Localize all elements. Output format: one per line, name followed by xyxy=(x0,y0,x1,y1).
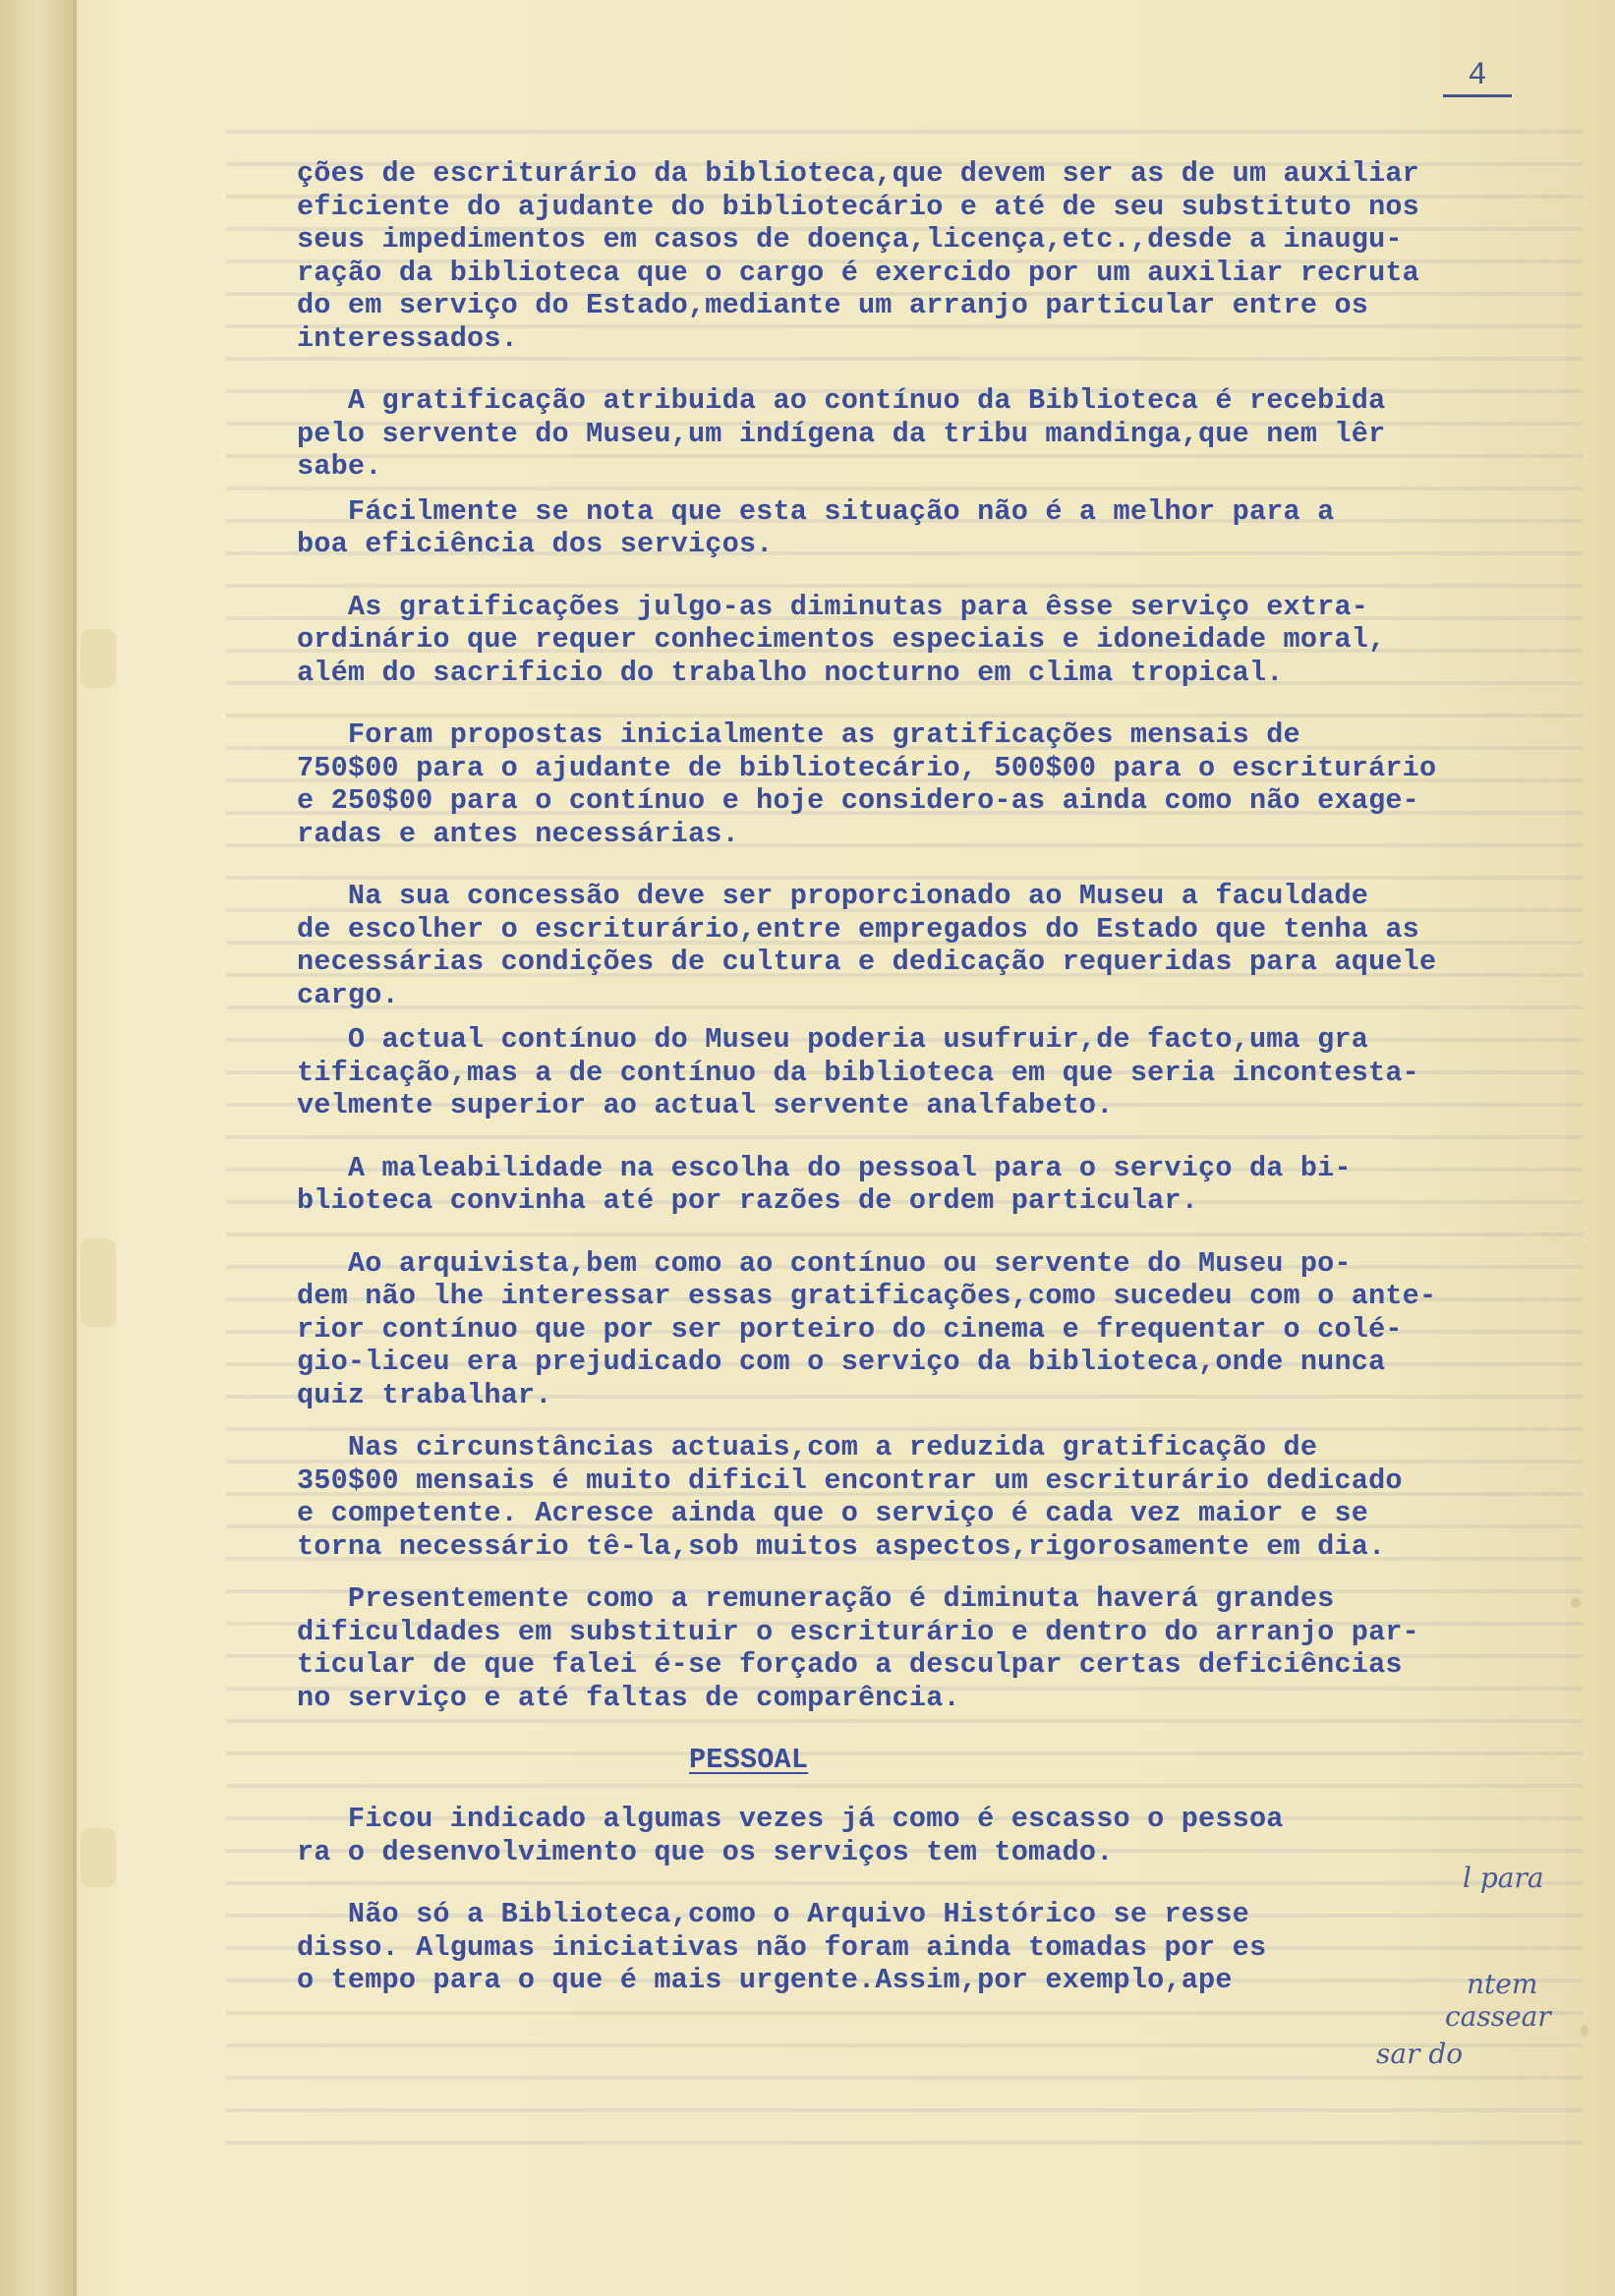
text-line: O actual contínuo do Museu poderia usufruir,de facto,uma gra xyxy=(297,1023,1369,1056)
handwritten-note: l para xyxy=(1463,1862,1544,1894)
text-line: A gratificação atribuida ao contínuo da Biblioteca é recebida xyxy=(297,384,1386,417)
text-line: Não só a Biblioteca,como o Arquivo Histórico se resse xyxy=(297,1898,1249,1930)
text-line: Foram propostas inicialmente as gratificações mensais de xyxy=(297,718,1300,751)
paper-tear xyxy=(81,1828,116,1887)
text-line: dem não lhe interessar essas gratificações,como sucedeu com o ante- xyxy=(297,1280,1437,1312)
text-line: Presentemente como a remuneração é diminuta haverá grandes xyxy=(297,1582,1335,1615)
handwritten-note: ntem xyxy=(1467,1968,1538,2000)
text-line: gio-liceu era prejudicado com o serviço da biblioteca,onde nunca xyxy=(297,1346,1386,1378)
text-line: o tempo para o que é mais urgente.Assim,por exemplo,ape xyxy=(297,1964,1233,1996)
text-line: seus impedimentos em casos de doença,licença,etc.,desde a inaugu- xyxy=(297,223,1403,256)
handwritten-note: sar do xyxy=(1376,2038,1464,2070)
text-line: quiz trabalhar. xyxy=(297,1378,552,1411)
section-heading-text: PESSOAL xyxy=(689,1744,809,1776)
text-line: 750$00 para o ajudante de bibliotecário, 500$00 para o escriturário xyxy=(297,751,1437,784)
text-line: e competente. Acresce ainda que o serviço é cada vez maior e se xyxy=(297,1497,1369,1529)
fold-crease xyxy=(73,0,77,2296)
text-line: sabe. xyxy=(297,450,382,483)
text-line: rior contínuo que por ser porteiro do cinema e frequentar o colé- xyxy=(297,1312,1403,1346)
page-fold xyxy=(0,0,118,2296)
text-line: Ficou indicado algumas vezes já como é escasso o pessoa xyxy=(297,1803,1284,1835)
text-line: Nas circunstâncias actuais,com a reduzida gratificação de xyxy=(297,1431,1318,1464)
text-line: ra o desenvolvimento que os serviços tem tomado. xyxy=(297,1835,1114,1868)
text-line: Ao arquivista,bem como ao contínuo ou servente do Museu po- xyxy=(297,1246,1352,1280)
text-line: ções de escriturário da biblioteca,que devem ser as de um auxiliar xyxy=(297,157,1419,190)
text-line: necessárias condições de cultura e dedicação requeridas para aquele xyxy=(297,946,1437,978)
paper-tear xyxy=(81,1238,116,1327)
text-line: velmente superior ao actual servente analfabeto. xyxy=(297,1089,1114,1121)
text-line: torna necessário tê-la,sob muitos aspectos,rigorosamente em dia. xyxy=(297,1529,1386,1563)
text-line: de escolher o escriturário,entre empregados do Estado que tenha as xyxy=(297,912,1419,946)
page-number: 4 xyxy=(1443,57,1512,97)
text-line: ordinário que requer conhecimentos especiais e idoneidade moral, xyxy=(297,623,1386,656)
text-line: dificuldades em substituir o escriturário e dentro do arranjo par- xyxy=(297,1615,1419,1648)
text-line: pelo servente do Museu,um indígena da tribu mandinga,que nem lêr xyxy=(297,417,1386,450)
text-line: disso. Algumas iniciativas não foram ainda tomadas por es xyxy=(297,1930,1267,1964)
text-line: eficiente do ajudante do bibliotecário e até de seu substituto nos xyxy=(297,190,1419,223)
text-line: Fácilmente se nota que esta situação não é a melhor para a xyxy=(297,494,1335,528)
text-line: ticular de que falei é-se forçado a desculpar certas deficiências xyxy=(297,1648,1403,1681)
text-line: A maleabilidade na escolha do pessoal para o serviço da bi- xyxy=(297,1151,1352,1184)
text-line: do em serviço do Estado,mediante um arranjo particular entre os xyxy=(297,289,1369,321)
text-line: blioteca convinha até por razões de ordem particular. xyxy=(297,1184,1199,1217)
text-line: tificação,mas a de contínuo da biblioteca em que seria incontesta- xyxy=(297,1056,1419,1089)
text-line: ração da biblioteca que o cargo é exercido por um auxiliar recruta xyxy=(297,256,1419,289)
text-line: e 250$00 para o contínuo e hoje considero-as ainda como não exage- xyxy=(297,784,1419,817)
typed-text xyxy=(297,157,1604,1997)
text-line: interessados. xyxy=(297,321,518,355)
text-line: radas e antes necessárias. xyxy=(297,817,739,850)
text-line: além do sacrificio do trabalho nocturno em clima tropical. xyxy=(297,656,1284,689)
text-line: cargo. xyxy=(297,978,399,1011)
text-line: boa eficiência dos serviços. xyxy=(297,528,774,560)
text-line: no serviço e até faltas de comparência. xyxy=(297,1681,960,1714)
text-line: Na sua concessão deve ser proporcionado ao Museu a faculdade xyxy=(297,880,1369,912)
text-line: 350$00 mensais é muito dificil encontrar um escriturário dedicado xyxy=(297,1464,1403,1497)
handwritten-note: cassear xyxy=(1445,2000,1551,2033)
ink-spot xyxy=(1581,2025,1588,2037)
text-line: As gratificações julgo-as diminutas para êsse serviço extra- xyxy=(297,590,1369,623)
paper-tear xyxy=(81,629,116,688)
section-heading xyxy=(297,1744,1604,1783)
